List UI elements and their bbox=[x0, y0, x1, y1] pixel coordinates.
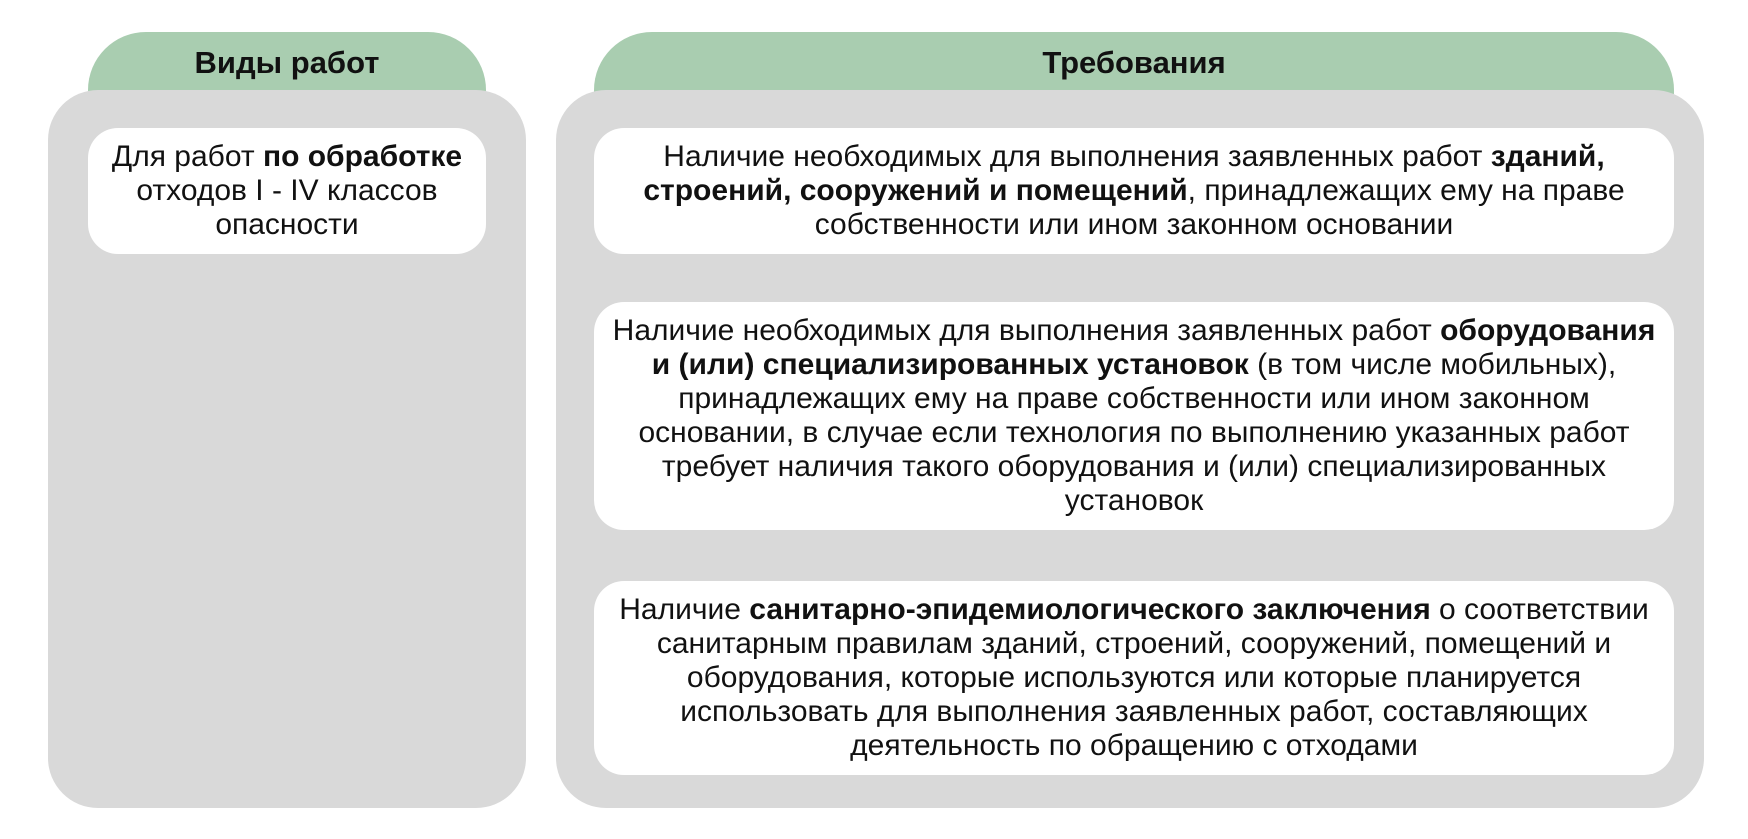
work-type-text: Для работ по обработке отходов I - IV классов опасности bbox=[111, 140, 463, 241]
requirement-card-equipment bbox=[594, 302, 1674, 530]
requirement-card-sanitary bbox=[594, 581, 1674, 775]
work-types-header-label: Виды работ bbox=[194, 45, 380, 80]
work-type-card bbox=[88, 128, 486, 254]
work-type-emphasis: по обработке bbox=[262, 140, 463, 173]
requirement-card-buildings bbox=[594, 128, 1674, 254]
requirements-header bbox=[594, 32, 1674, 94]
requirement-text: Наличие необходимых для выполнения заявленных работ зданий, строений, сооружений и помещений, принадлежащих ему на праве собственности или ином законном основании bbox=[643, 140, 1625, 241]
requirement-emphasis: зданий, строений, сооружений и помещений bbox=[643, 140, 1605, 207]
work-types-header bbox=[88, 32, 486, 94]
requirement-text: Наличие необходимых для выполнения заявленных работ оборудования и (или) специализированных установок (в том числе мобильных), принадлежащих ему на праве собственности или ином законном основании, в случае если технология по выполнению указанных работ требует наличия такого оборудования и (или) специализированных установок bbox=[612, 314, 1656, 517]
requirement-emphasis: санитарно-эпидемиологического заключения bbox=[749, 593, 1431, 626]
requirement-emphasis: оборудования и (или) специализированных установок bbox=[651, 314, 1656, 381]
requirement-text: Наличие санитарно-эпидемиологического заключения о соответствии санитарным правилам зданий, строений, сооружений, помещений и оборудования, которые используются или которые планируется использовать для выполнения заявленных работ, составляющих деятельность по обращению с отходами bbox=[619, 593, 1649, 762]
requirements-header-label: Требования bbox=[1042, 45, 1226, 80]
